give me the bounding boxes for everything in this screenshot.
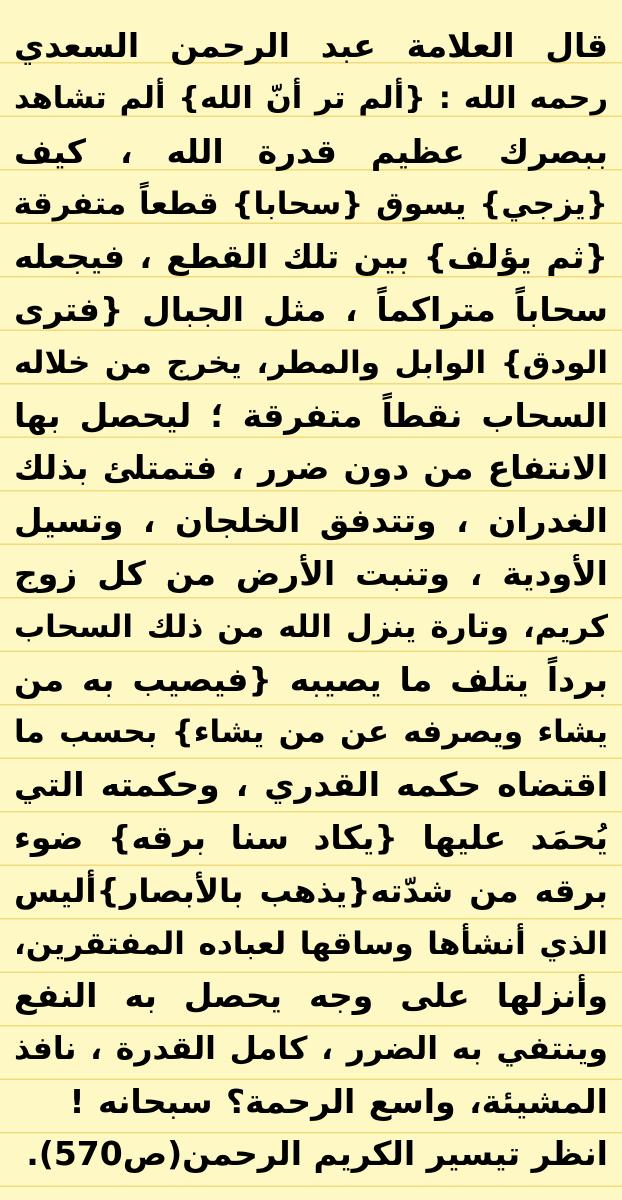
- text-line: برقه من شدّته{يذهب بالأبصار}أليس: [14, 871, 608, 910]
- text-line: كريم، وتارة ينزل الله من ذلك السحاب: [14, 608, 608, 645]
- text-line: يشاء ويصرفه عن من يشاء} بحسب ما: [14, 714, 608, 751]
- text-line: يُحمَد عليها {يكاد سنا برقه} ضوء: [14, 817, 608, 857]
- text-line: برداً يتلف ما يصيبه {فيصيب به من: [14, 659, 608, 699]
- text-line: الأودية ، وتنبت الأرض من كل زوج: [14, 553, 608, 593]
- text-line: الذي أنشأها وساقها لعباده المفتقرين،: [14, 925, 608, 962]
- text-line: السحاب نقطاً متفرقة ؛ ليحصل بها: [14, 395, 608, 435]
- text-line: وأنزلها على وجه يحصل به النفع: [14, 976, 608, 1016]
- text-line: وينتفي به الضرر ، كامل القدرة ، نافذ: [14, 1031, 608, 1068]
- text-line: الغدران ، وتتدفق الخلجان ، وتسيل: [14, 501, 608, 541]
- text-line: سحاباً متراكماً ، مثل الجبال {فترى: [14, 289, 608, 329]
- text-line: اقتضاه حكمه القدري ، وحكمته التي: [14, 765, 608, 805]
- text-line: {يزجي} يسوق {سحابا} قطعاً متفرقة: [14, 186, 608, 223]
- quote-body: [14, 20, 608, 1129]
- text-line: الودق} الوابل والمطر، يخرج من خلاله: [14, 344, 608, 381]
- text-line: رحمه الله : {ألم تر أنّ الله} ألم تشاهد: [14, 80, 608, 116]
- text-line: الانتفاع من دون ضرر ، فتمتلئ بذلك: [14, 448, 608, 488]
- text-line: ببصرك عظيم قدرة الله ، كيف: [14, 131, 608, 171]
- text-line: قال العلامة عبد الرحمن السعدي: [14, 26, 608, 65]
- text-line: {ثم يؤلف} بين تلك القطع ، فيجعله: [14, 237, 608, 277]
- source-reference: انظر تيسير الكريم الرحمن(ص570).: [26, 1134, 608, 1173]
- text-line: المشيئة، واسع الرحمة؟ سبحانه !: [69, 1081, 608, 1121]
